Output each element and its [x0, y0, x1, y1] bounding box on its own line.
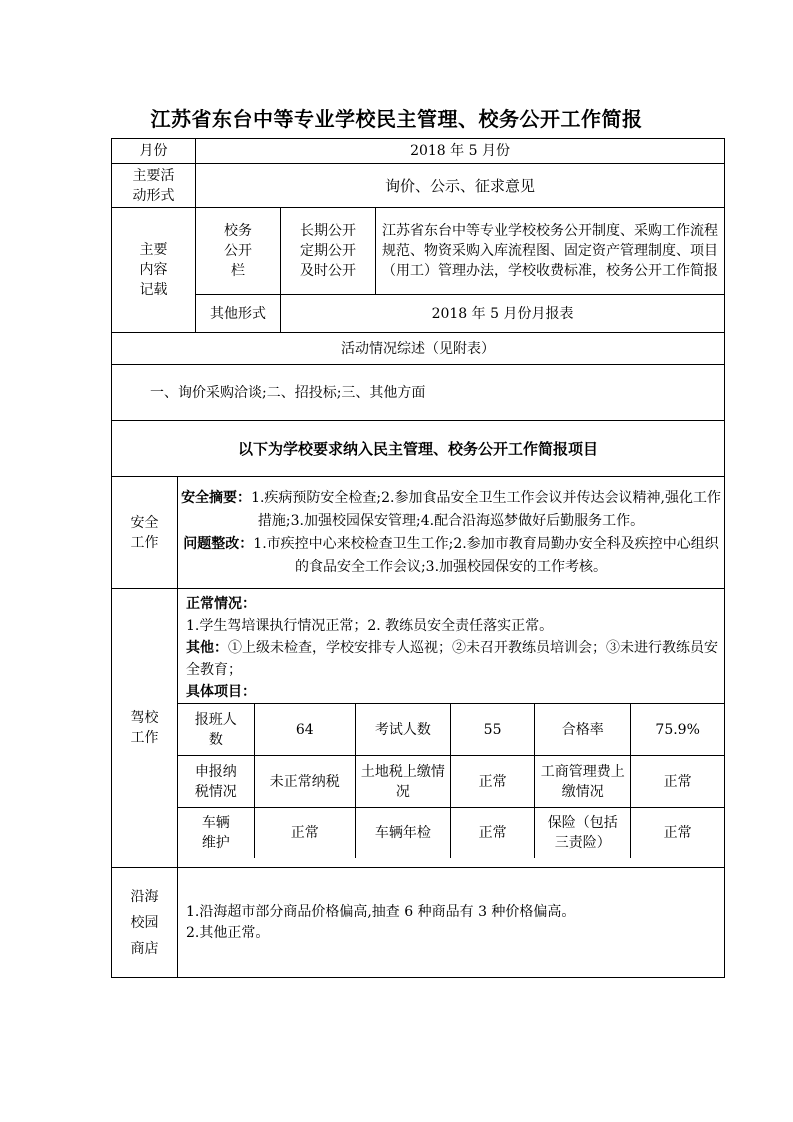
cell-text: 工商管理费上缴情况	[540, 763, 625, 800]
report-table	[111, 138, 725, 978]
safety-summary-text: 1.疾病预防安全检查;2.参加食品安全卫生工作会议并传达会议精神,强化工作措施;3.加强校园保安管理;4.配合沿海巡梦做好后勤服务工作。	[251, 489, 721, 529]
cell-label	[355, 756, 450, 808]
cell-label	[535, 756, 631, 808]
cell-text: 土地税上缴情况	[360, 763, 445, 800]
shop-line-1: 1.沿海超市部分商品价格偏高,抽查 6 种商品有 3 种价格偏高。	[186, 903, 576, 920]
cell-label	[178, 808, 254, 858]
month-value: 2018 年 5 月份	[196, 139, 725, 164]
driving-label	[112, 589, 178, 868]
summary-text: 一、询价采购洽谈;二、招投标;三、其他方面	[112, 365, 725, 421]
shop-label-text: 沿海校园商店	[130, 888, 159, 957]
activity-value: 询价、公示、征求意见	[196, 164, 725, 208]
shop-content	[178, 868, 725, 978]
activity-label-text: 主要活动形式	[132, 167, 175, 204]
cell-value: 64	[254, 704, 355, 756]
driving-other-title: 其他：	[186, 640, 228, 656]
other-form-label: 其他形式	[196, 295, 281, 333]
shop-line-2: 2.其他正常。	[186, 924, 270, 941]
cell-label: 合格率	[535, 704, 631, 756]
cell-value: 正常	[631, 756, 724, 808]
driving-items-title: 具体项目：	[186, 684, 256, 700]
driving-items-table	[178, 703, 724, 858]
table-row	[178, 704, 724, 756]
board-text: 江苏省东台中等专业学校校务公开制度、采购工作流程规范、物资采购入库流程图、固定资产管理制度、项目（用工）管理办法，学校收费标准，校务公开工作简报	[376, 208, 725, 295]
cell-value: 未正常纳税	[254, 756, 355, 808]
cell-label: 考试人数	[355, 704, 450, 756]
driving-normal-text: 1.学生驾培课执行情况正常；2. 教练员安全责任落实正常。	[186, 618, 554, 634]
main-content-label-text: 主要内容记载	[139, 242, 168, 298]
cell-text: 保险（包括三责险）	[547, 814, 618, 851]
driving-other-text: ①上级未检查，学校安排专人巡视；②未召开教练员培训会；③未进行教练员安全教育；	[186, 640, 718, 678]
cell-value: 正常	[451, 756, 535, 808]
cell-label	[178, 704, 254, 756]
safety-content	[178, 477, 725, 589]
cell-value: 正常	[631, 808, 724, 858]
page-title: 江苏省东台中等专业学校民主管理、校务公开工作简报	[150, 107, 643, 131]
safety-label	[112, 477, 178, 589]
driving-content	[178, 589, 725, 868]
cell-text: 申报纳税情况	[194, 763, 237, 800]
cell-text: 车辆维护	[201, 814, 230, 851]
board-label-text: 校务公开栏	[224, 223, 252, 279]
table-row	[178, 808, 724, 858]
safety-summary-title: 安全摘要：	[181, 489, 252, 506]
cell-value: 55	[451, 704, 535, 756]
driving-normal-title: 正常情况：	[186, 596, 256, 612]
board-modes-text: 长期公开定期公开及时公开	[300, 223, 356, 279]
safety-issue-text: 1.市疾控中心来校检查卫生工作;2.参加市教育局勤办安全科及疾控中心组织的食品安全工作会议;3.加强校园保安的工作考核。	[253, 535, 719, 575]
board-label	[196, 208, 281, 295]
cell-label	[178, 756, 254, 808]
safety-label-text: 安全工作	[130, 514, 159, 551]
driving-label-text: 驾校工作	[130, 710, 159, 746]
summary-header: 活动情况综述（见附表）	[112, 333, 725, 365]
cell-label	[535, 808, 631, 858]
cell-value: 正常	[451, 808, 535, 858]
safety-issue-title: 问题整改：	[183, 535, 254, 552]
month-label: 月份	[112, 139, 196, 164]
other-form-value: 2018 年 5 月份月报表	[281, 295, 725, 333]
cell-value: 75.9%	[631, 704, 724, 756]
activity-label	[112, 164, 196, 208]
required-header: 以下为学校要求纳入民主管理、校务公开工作简报项目	[112, 421, 725, 477]
cell-value: 正常	[254, 808, 355, 858]
cell-text: 报班人数	[194, 711, 237, 748]
table-row	[178, 756, 724, 808]
board-modes	[281, 208, 376, 295]
cell-label: 车辆年检	[355, 808, 450, 858]
main-content-label	[112, 208, 196, 333]
shop-label	[112, 868, 178, 978]
